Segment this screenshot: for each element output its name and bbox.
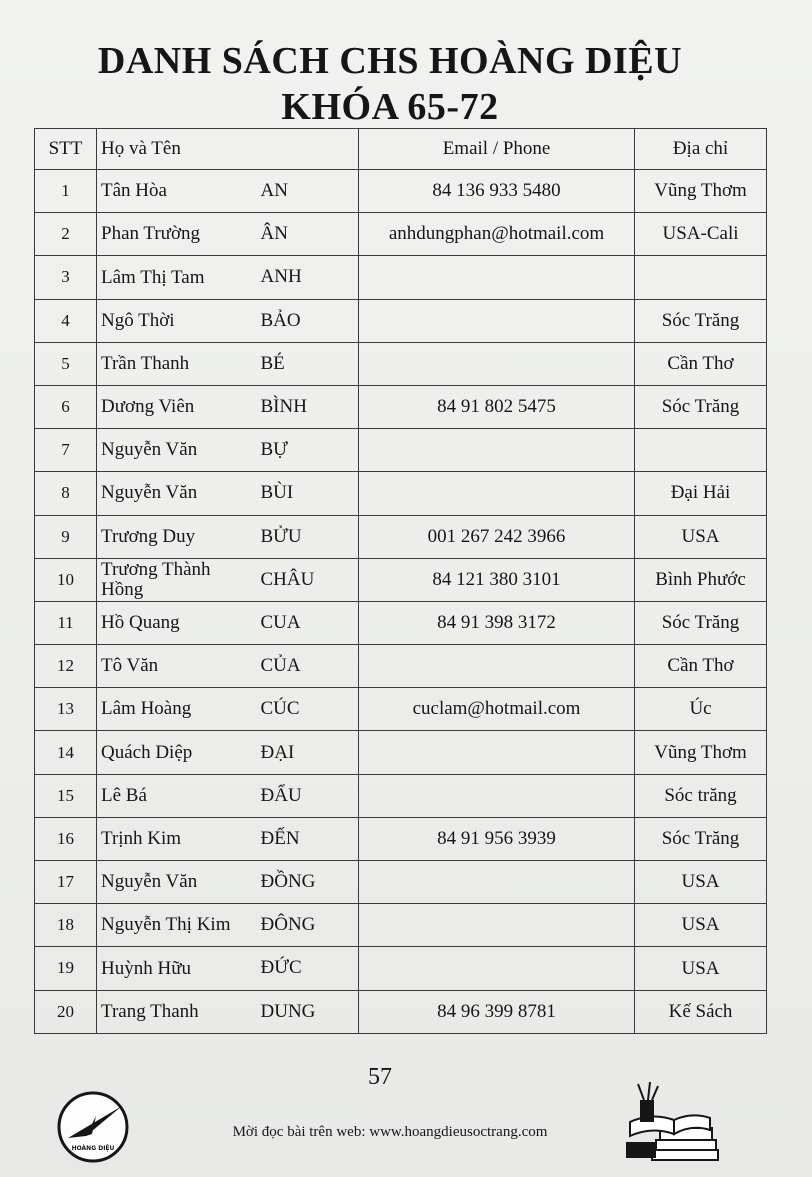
footer-website-text: Mời đọc bài trên web: www.hoangdieusoctrang.com bbox=[232, 1124, 548, 1140]
student-last-name: Huỳnh Hữu bbox=[97, 947, 257, 990]
row-number: 12 bbox=[35, 645, 97, 688]
student-address: Sóc trăng bbox=[635, 774, 767, 817]
student-first-name: ĐẠI bbox=[257, 731, 359, 774]
student-first-name: ANH bbox=[257, 256, 359, 299]
student-last-name: Ngô Thời bbox=[97, 299, 257, 342]
table-row bbox=[35, 170, 767, 213]
student-first-name: ĐẾN bbox=[257, 817, 359, 860]
row-number: 8 bbox=[35, 472, 97, 515]
row-number: 16 bbox=[35, 817, 97, 860]
student-first-name: BẢO bbox=[257, 299, 359, 342]
student-email-phone bbox=[359, 947, 635, 990]
student-address bbox=[635, 429, 767, 472]
table-row bbox=[35, 213, 767, 256]
row-number: 18 bbox=[35, 904, 97, 947]
table-row bbox=[35, 645, 767, 688]
student-last-name: Trương Thành Hồng bbox=[97, 558, 257, 601]
table-row bbox=[35, 688, 767, 731]
student-first-name: DUNG bbox=[257, 990, 359, 1033]
student-last-name: Quách Diệp bbox=[97, 731, 257, 774]
student-last-name: Nguyễn Văn bbox=[97, 429, 257, 472]
student-address: USA bbox=[635, 904, 767, 947]
row-number: 2 bbox=[35, 213, 97, 256]
page-subtitle: KHÓA 65-72 bbox=[281, 86, 499, 128]
student-last-name: Trang Thanh bbox=[97, 990, 257, 1033]
student-email-phone bbox=[359, 299, 635, 342]
student-first-name: ĐỒNG bbox=[257, 861, 359, 904]
student-last-name: Tô Văn bbox=[97, 645, 257, 688]
student-email-phone: 84 91 802 5475 bbox=[359, 385, 635, 428]
student-email-phone: 84 91 398 3172 bbox=[359, 601, 635, 644]
student-email-phone: 001 267 242 3966 bbox=[359, 515, 635, 558]
logo-text: HOÀNG DIỆU bbox=[71, 1145, 115, 1152]
student-address: Vũng Thơm bbox=[635, 170, 767, 213]
student-first-name: AN bbox=[257, 170, 359, 213]
row-number: 20 bbox=[35, 990, 97, 1033]
student-first-name: BỰ bbox=[257, 429, 359, 472]
table-row bbox=[35, 817, 767, 860]
table-header-row bbox=[35, 129, 767, 170]
row-number: 10 bbox=[35, 558, 97, 601]
row-number: 5 bbox=[35, 342, 97, 385]
student-address: USA bbox=[635, 861, 767, 904]
student-first-name: BÉ bbox=[257, 342, 359, 385]
school-emblem-icon bbox=[56, 1090, 130, 1164]
table-row bbox=[35, 256, 767, 299]
student-last-name: Nguyễn Thị Kim bbox=[97, 904, 257, 947]
student-last-name: Dương Viên bbox=[97, 385, 257, 428]
table-row bbox=[35, 774, 767, 817]
student-address: Sóc Trăng bbox=[635, 299, 767, 342]
student-last-name: Tân Hòa bbox=[97, 170, 257, 213]
student-email-phone: cuclam@hotmail.com bbox=[359, 688, 635, 731]
student-email-phone bbox=[359, 861, 635, 904]
table-row bbox=[35, 558, 767, 601]
page-title: DANH SÁCH CHS HOÀNG DIỆU bbox=[97, 40, 683, 82]
row-number: 7 bbox=[35, 429, 97, 472]
student-last-name: Nguyễn Văn bbox=[97, 861, 257, 904]
table-row bbox=[35, 515, 767, 558]
table-body bbox=[35, 170, 767, 1034]
table-row bbox=[35, 472, 767, 515]
student-email-phone: 84 136 933 5480 bbox=[359, 170, 635, 213]
row-number: 15 bbox=[35, 774, 97, 817]
table-row bbox=[35, 947, 767, 990]
student-email-phone bbox=[359, 774, 635, 817]
student-email-phone bbox=[359, 429, 635, 472]
table-row bbox=[35, 429, 767, 472]
page-number: 57 bbox=[368, 1064, 392, 1090]
row-number: 17 bbox=[35, 861, 97, 904]
student-first-name: ĐẨU bbox=[257, 774, 359, 817]
student-email-phone: 84 121 380 3101 bbox=[359, 558, 635, 601]
student-address: Sóc Trăng bbox=[635, 817, 767, 860]
student-address: USA-Cali bbox=[635, 213, 767, 256]
table-row bbox=[35, 385, 767, 428]
student-address: Sóc Trăng bbox=[635, 601, 767, 644]
table-row bbox=[35, 601, 767, 644]
row-number: 11 bbox=[35, 601, 97, 644]
row-number: 6 bbox=[35, 385, 97, 428]
student-first-name: BÌNH bbox=[257, 385, 359, 428]
student-email-phone: 84 91 956 3939 bbox=[359, 817, 635, 860]
student-email-phone: anhdungphan@hotmail.com bbox=[359, 213, 635, 256]
student-first-name: ÂN bbox=[257, 213, 359, 256]
table-row bbox=[35, 904, 767, 947]
student-roster-table bbox=[34, 128, 767, 1034]
student-first-name: BÙI bbox=[257, 472, 359, 515]
row-number: 3 bbox=[35, 256, 97, 299]
table-row bbox=[35, 299, 767, 342]
student-address: Sóc Trăng bbox=[635, 385, 767, 428]
student-address: Bình Phước bbox=[635, 558, 767, 601]
student-last-name: Phan Trường bbox=[97, 213, 257, 256]
header-address: Địa chỉ bbox=[635, 129, 767, 170]
student-email-phone bbox=[359, 645, 635, 688]
header-stt: STT bbox=[35, 129, 97, 170]
student-address: Cần Thơ bbox=[635, 645, 767, 688]
student-first-name: ĐỨC bbox=[257, 947, 359, 990]
student-email-phone bbox=[359, 472, 635, 515]
student-last-name: Hồ Quang bbox=[97, 601, 257, 644]
student-address bbox=[635, 256, 767, 299]
student-last-name: Trần Thanh bbox=[97, 342, 257, 385]
row-number: 4 bbox=[35, 299, 97, 342]
header-name: Họ và Tên bbox=[97, 129, 359, 170]
student-address: Kế Sách bbox=[635, 990, 767, 1033]
student-address: Đại Hải bbox=[635, 472, 767, 515]
student-first-name: CHÂU bbox=[257, 558, 359, 601]
student-first-name: CỦA bbox=[257, 645, 359, 688]
row-number: 1 bbox=[35, 170, 97, 213]
student-email-phone: 84 96 399 8781 bbox=[359, 990, 635, 1033]
table-row bbox=[35, 731, 767, 774]
student-first-name: CUA bbox=[257, 601, 359, 644]
student-last-name: Nguyễn Văn bbox=[97, 472, 257, 515]
student-email-phone bbox=[359, 904, 635, 947]
student-first-name: BỬU bbox=[257, 515, 359, 558]
student-address: Cần Thơ bbox=[635, 342, 767, 385]
row-number: 9 bbox=[35, 515, 97, 558]
student-email-phone bbox=[359, 256, 635, 299]
student-address: Vũng Thơm bbox=[635, 731, 767, 774]
student-last-name: Lê Bá bbox=[97, 774, 257, 817]
row-number: 19 bbox=[35, 947, 97, 990]
student-last-name: Lâm Hoàng bbox=[97, 688, 257, 731]
table-row bbox=[35, 990, 767, 1033]
table-row bbox=[35, 861, 767, 904]
header-email: Email / Phone bbox=[359, 129, 635, 170]
student-address: USA bbox=[635, 515, 767, 558]
student-last-name: Lâm Thị Tam bbox=[97, 256, 257, 299]
student-email-phone bbox=[359, 731, 635, 774]
table-row bbox=[35, 342, 767, 385]
student-address: Úc bbox=[635, 688, 767, 731]
student-last-name: Trịnh Kim bbox=[97, 817, 257, 860]
student-last-name: Trương Duy bbox=[97, 515, 257, 558]
row-number: 13 bbox=[35, 688, 97, 731]
student-email-phone bbox=[359, 342, 635, 385]
books-and-pens-icon bbox=[622, 1082, 732, 1168]
student-address: USA bbox=[635, 947, 767, 990]
student-first-name: ĐÔNG bbox=[257, 904, 359, 947]
row-number: 14 bbox=[35, 731, 97, 774]
student-first-name: CÚC bbox=[257, 688, 359, 731]
